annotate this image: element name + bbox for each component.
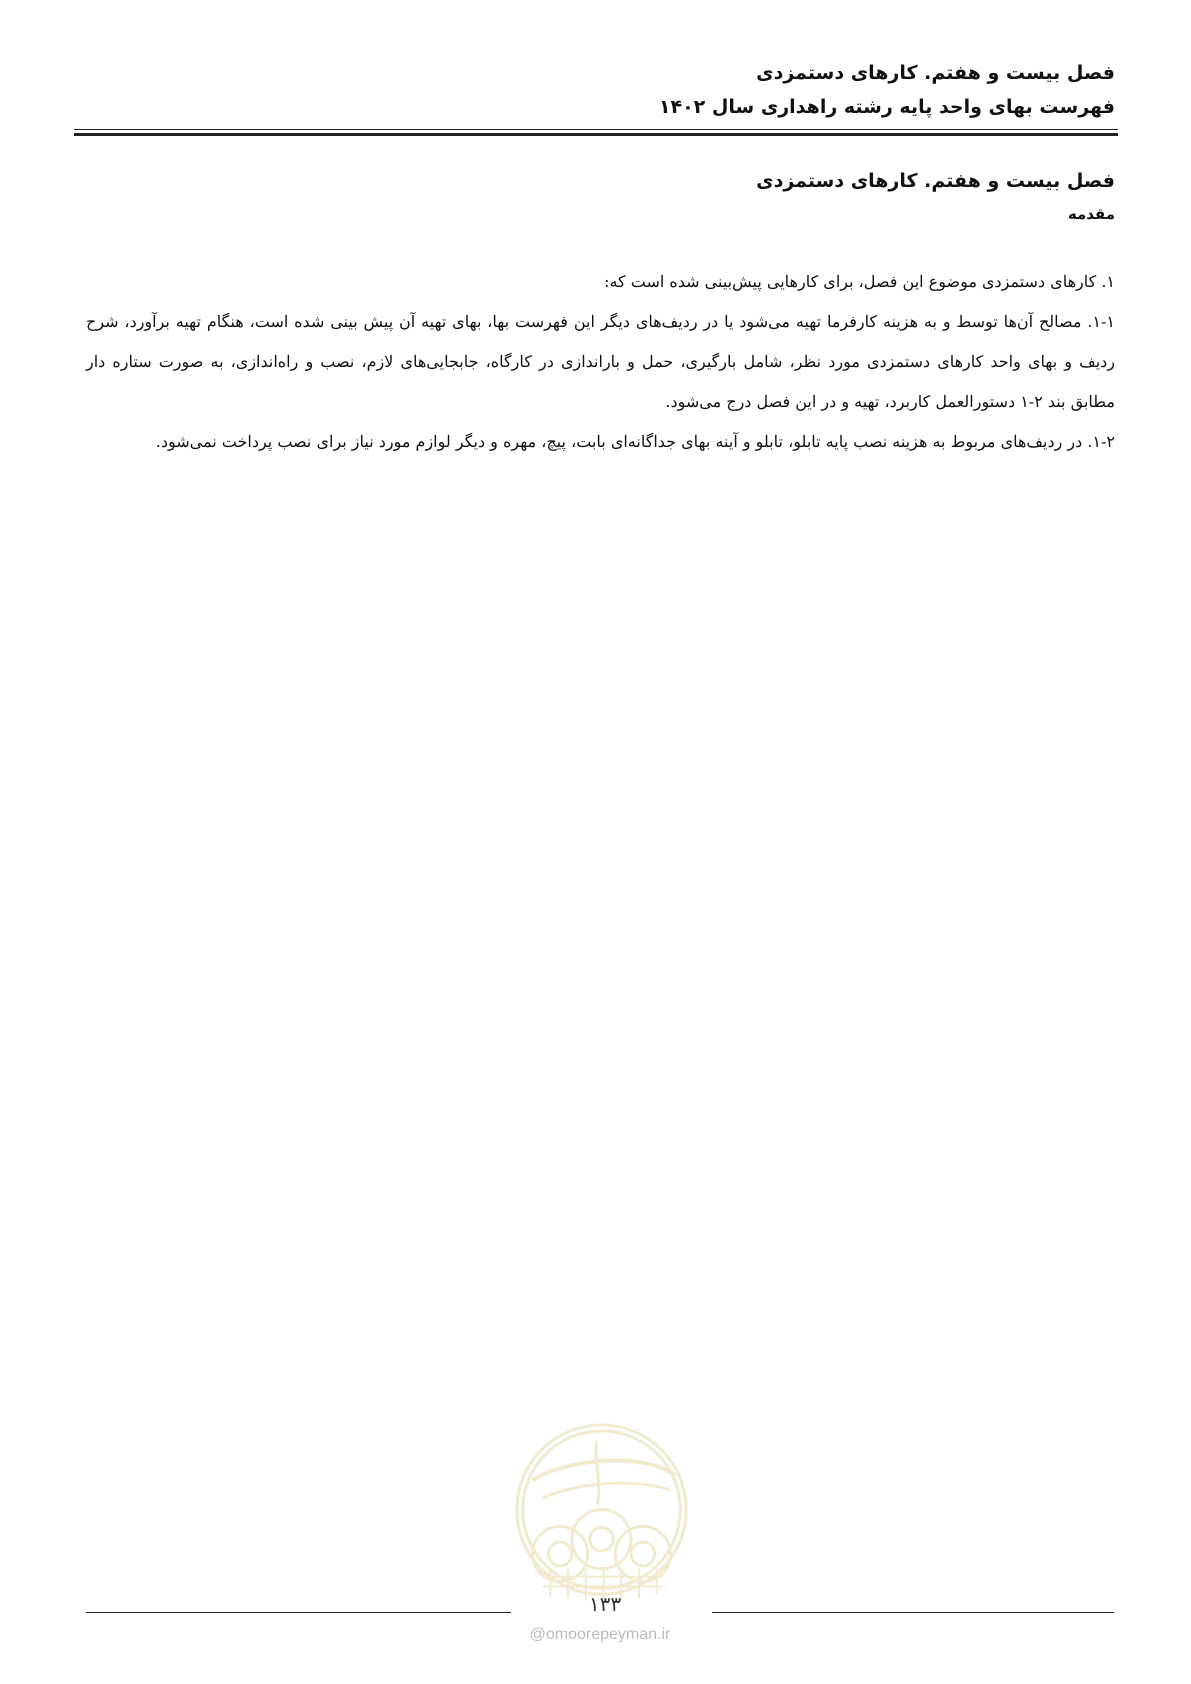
footer-rule-left xyxy=(86,1612,511,1613)
body-text xyxy=(86,262,1115,462)
header-rule-thick xyxy=(74,133,1118,136)
page-number: ۱۳۳ xyxy=(588,1592,622,1616)
paragraph-1-1: ۱-۱. مصالح آن‌ها توسط و به هزینه کارفرما تهیه می‌شود یا در ردیف‌های دیگر این فهرست بها، بهای تهیه آن پیش بینی شده است، هنگام تهیه برآورد، شرح ردیف و بهای واحد کارهای دستمزدی مورد نظر، شامل بارگیری، حمل و باراندازی در کارگاه، جابجایی‌های لازم، نصب و راه‌اندازی، به صورت ستاره دار مطابق بند ۲-۱ دستورالعمل کاربرد، تهیه و در این فصل درج می‌شود. xyxy=(86,312,1115,411)
paragraph-1: ۱. کارهای دستمزدی موضوع این فصل، برای کارهایی پیش‌بینی شده است که: xyxy=(604,272,1115,291)
section-title: فصل بیست و هفتم. کارهای دستمزدی xyxy=(756,170,1115,192)
header-chapter-title: فصل بیست و هفتم. کارهای دستمزدی xyxy=(756,62,1115,84)
running-header xyxy=(86,56,1115,124)
paragraph-1-2: ۱-۲. در ردیف‌های مربوط به هزینه نصب پایه تابلو، تابلو و آینه بهای جداگانه‌ای بابت، پیچ، مهره و دیگر لوازم مورد نیاز برای نصب پرداخت نمی‌شود. xyxy=(155,432,1115,451)
header-rule-thin xyxy=(74,129,1118,130)
section-subtitle: مقدمه xyxy=(1067,205,1115,223)
footer-rule-right xyxy=(712,1612,1114,1613)
website-watermark: @omoorepeyman.ir xyxy=(529,1626,671,1643)
header-document-title: فهرست بهای واحد پایه رشته راهداری سال ۱۴۰۲ xyxy=(658,96,1115,118)
section-heading xyxy=(86,163,1115,229)
